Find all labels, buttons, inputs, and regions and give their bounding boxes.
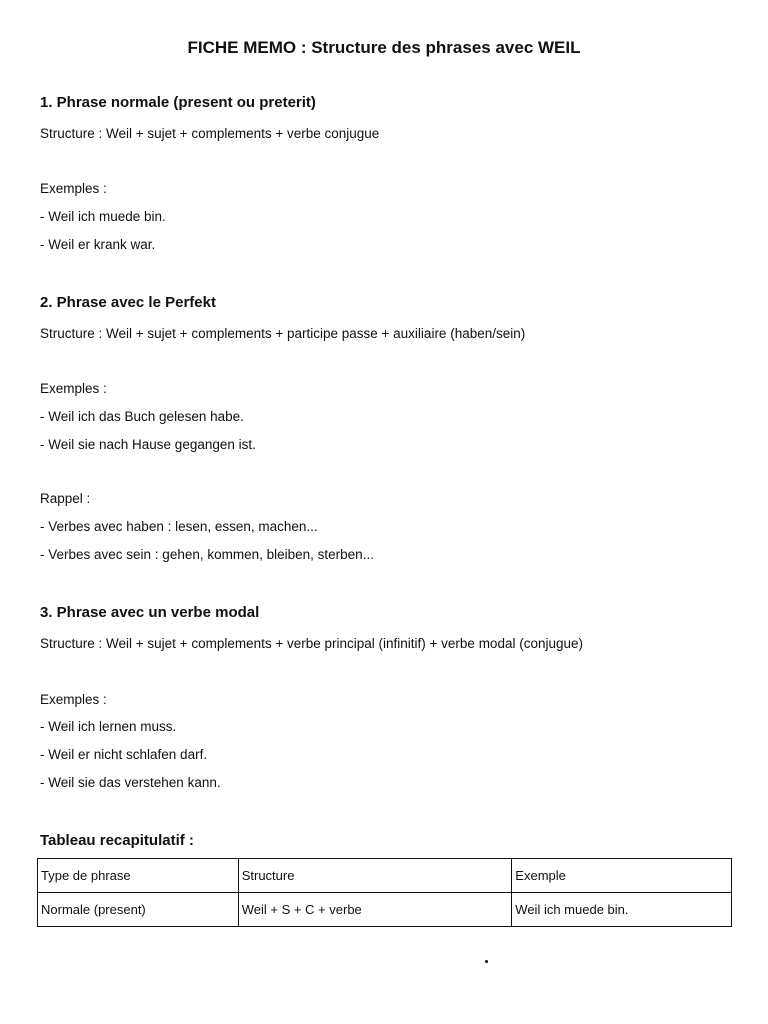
- ink-speck: [485, 960, 488, 963]
- section-1-examples-label: Exemples :: [40, 181, 107, 196]
- section-3-structure: Structure : Weil + sujet + complements + verbe principal (infinitif) + verbe modal (conjugue): [40, 636, 583, 651]
- section-3-heading: 3. Phrase avec un verbe modal: [40, 604, 260, 621]
- table-cell: Normale (present): [38, 893, 239, 927]
- table-cell: Weil + S + C + verbe: [238, 893, 512, 927]
- section-2-structure: Structure : Weil + sujet + complements + participe passe + auxiliaire (haben/sein): [40, 326, 526, 341]
- section-3-examples-label: Exemples :: [40, 692, 107, 707]
- section-3-example: - Weil ich lernen muss.: [40, 719, 177, 734]
- section-1-heading: 1. Phrase normale (present ou preterit): [40, 94, 316, 111]
- section-2-example: - Weil sie nach Hause gegangen ist.: [40, 437, 256, 452]
- table-cell: Weil ich muede bin.: [512, 893, 732, 927]
- section-3-example: - Weil er nicht schlafen darf.: [40, 747, 208, 762]
- section-3-example: - Weil sie das verstehen kann.: [40, 775, 221, 790]
- table-header-cell: Exemple: [512, 859, 732, 893]
- section-2-reminder: - Verbes avec haben : lesen, essen, machen...: [40, 519, 318, 534]
- table-header-row: [38, 859, 732, 893]
- section-2-examples-label: Exemples :: [40, 381, 107, 396]
- summary-table: [37, 858, 732, 927]
- section-1-example: - Weil ich muede bin.: [40, 209, 166, 224]
- table-row: [38, 893, 732, 927]
- section-2-example: - Weil ich das Buch gelesen habe.: [40, 409, 244, 424]
- section-1-example: - Weil er krank war.: [40, 237, 156, 252]
- section-2-reminder-label: Rappel :: [40, 491, 91, 506]
- section-2-heading: 2. Phrase avec le Perfekt: [40, 294, 216, 311]
- section-2-reminder: - Verbes avec sein : gehen, kommen, bleiben, sterben...: [40, 547, 374, 562]
- table-header-cell: Structure: [238, 859, 512, 893]
- summary-heading: Tableau recapitulatif :: [40, 832, 194, 849]
- section-1-structure: Structure : Weil + sujet + complements + verbe conjugue: [40, 126, 380, 141]
- table-header-cell: Type de phrase: [38, 859, 239, 893]
- page-title: FICHE MEMO : Structure des phrases avec WEIL: [187, 38, 581, 57]
